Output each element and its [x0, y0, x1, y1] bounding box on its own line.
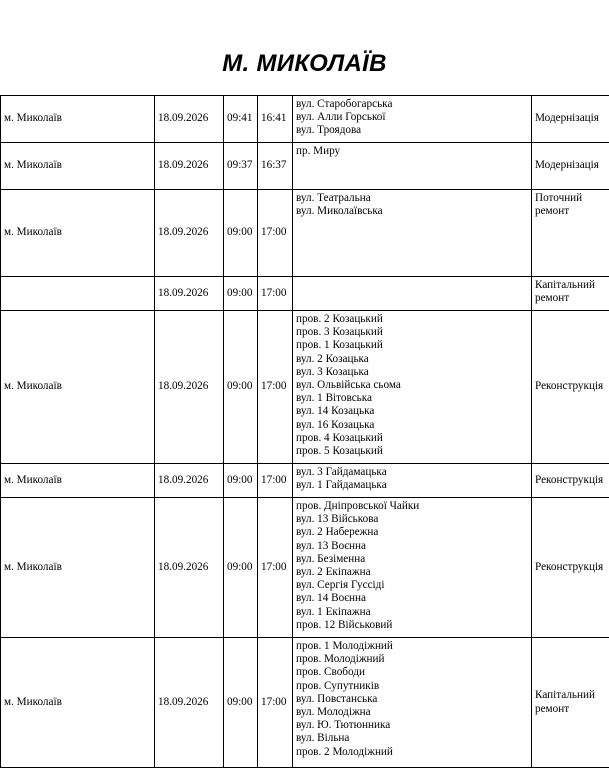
street-name: пров. 4 Козацький	[296, 432, 529, 445]
work-type-cell: Капітальний ремонт	[532, 638, 609, 768]
date-cell: 18.09.2026	[155, 96, 224, 143]
street-name: вул. 2 Набережна	[296, 526, 529, 539]
street-name: вул. 14 Козацька	[296, 405, 529, 418]
street-name: пров. 5 Козацький	[296, 445, 529, 458]
street-name: вул. 16 Козацька	[296, 419, 529, 432]
street-name: пров. 1 Молодіжний	[296, 640, 529, 653]
street-name: вул. Молодіжна	[296, 706, 529, 719]
city-cell: м. Миколаїв	[1, 96, 155, 143]
end-time-cell: 17:00	[258, 464, 293, 498]
street-name: вул. 2 Екіпажна	[296, 566, 529, 579]
start-time-cell: 09:00	[224, 190, 258, 277]
street-name: вул. 13 Воєнна	[296, 540, 529, 553]
streets-cell	[293, 464, 532, 498]
street-name: вул. 13 Військова	[296, 513, 529, 526]
work-type-cell: Модернізація	[532, 143, 609, 190]
city-cell: м. Миколаїв	[1, 190, 155, 277]
street-name: вул. 2 Козацька	[296, 353, 529, 366]
start-time-cell: 09:00	[224, 638, 258, 768]
city-cell: м. Миколаїв	[1, 311, 155, 464]
work-type-cell: Поточний ремонт	[532, 190, 609, 277]
date-cell: 18.09.2026	[155, 143, 224, 190]
street-name: пров. Супутників	[296, 680, 529, 693]
street-name: пров. 3 Козацький	[296, 326, 529, 339]
date-cell: 18.09.2026	[155, 498, 224, 638]
street-name: пров. 1 Козацький	[296, 339, 529, 352]
outage-table	[0, 95, 609, 768]
street-name: пров. Свободи	[296, 666, 529, 679]
street-name: вул. Вільна	[296, 732, 529, 745]
street-name: вул. Повстанська	[296, 693, 529, 706]
street-name: вул. 1 Вітовська	[296, 392, 529, 405]
street-name: пров. 12 Військовий	[296, 619, 529, 632]
start-time-cell: 09:00	[224, 498, 258, 638]
end-time-cell: 16:41	[258, 96, 293, 143]
table-row	[1, 96, 609, 143]
street-name: пров. 2 Молодіжний	[296, 746, 529, 759]
table-row	[1, 190, 609, 277]
work-type-cell: Реконструкція	[532, 464, 609, 498]
street-name: вул. 3 Козацька	[296, 366, 529, 379]
work-type-cell: Модернізація	[532, 96, 609, 143]
end-time-cell: 17:00	[258, 190, 293, 277]
city-cell: м. Миколаїв	[1, 143, 155, 190]
table-row	[1, 143, 609, 190]
start-time-cell: 09:00	[224, 464, 258, 498]
street-name: вул. Театральна	[296, 192, 529, 205]
date-cell: 18.09.2026	[155, 190, 224, 277]
page-title: М. МИКОЛАЇВ	[0, 50, 609, 78]
city-cell: м. Миколаїв	[1, 464, 155, 498]
end-time-cell: 17:00	[258, 638, 293, 768]
start-time-cell: 09:41	[224, 96, 258, 143]
table-row	[1, 498, 609, 638]
start-time-cell: 09:37	[224, 143, 258, 190]
street-name: вул. Безіменна	[296, 553, 529, 566]
street-name: вул. Миколаївська	[296, 205, 529, 218]
street-name: вул. Сергія Гуссіді	[296, 579, 529, 592]
work-type-cell: Капітальний ремонт	[532, 277, 609, 311]
street-name: вул. Старобогарська	[296, 98, 529, 111]
end-time-cell: 16:37	[258, 143, 293, 190]
street-name: вул. Ольвійська сьома	[296, 379, 529, 392]
street-name: вул. 1 Гайдамацька	[296, 479, 529, 492]
streets-cell	[293, 277, 532, 311]
street-name: вул. 14 Воєнна	[296, 592, 529, 605]
start-time-cell: 09:00	[224, 311, 258, 464]
streets-cell	[293, 190, 532, 277]
street-name: вул. Ю. Тютюнника	[296, 719, 529, 732]
streets-cell	[293, 498, 532, 638]
city-cell	[1, 277, 155, 311]
table-row	[1, 638, 609, 768]
city-cell: м. Миколаїв	[1, 498, 155, 638]
street-name: вул. 1 Екіпажна	[296, 606, 529, 619]
table-row	[1, 277, 609, 311]
start-time-cell: 09:00	[224, 277, 258, 311]
table-row	[1, 311, 609, 464]
street-name: вул. Троядова	[296, 124, 529, 137]
table-row	[1, 464, 609, 498]
end-time-cell: 17:00	[258, 498, 293, 638]
street-name: пр. Миру	[296, 145, 529, 158]
date-cell: 18.09.2026	[155, 464, 224, 498]
streets-cell	[293, 311, 532, 464]
streets-cell	[293, 96, 532, 143]
street-name: пров. 2 Козацький	[296, 313, 529, 326]
street-name: вул. Алли Горської	[296, 111, 529, 124]
street-name: вул. 3 Гайдамацька	[296, 466, 529, 479]
work-type-cell: Реконструкція	[532, 311, 609, 464]
city-cell: м. Миколаїв	[1, 638, 155, 768]
end-time-cell: 17:00	[258, 311, 293, 464]
street-name: пров. Молодіжний	[296, 653, 529, 666]
streets-cell	[293, 638, 532, 768]
end-time-cell: 17:00	[258, 277, 293, 311]
streets-cell	[293, 143, 532, 190]
street-name: пров. Дніпровської Чайки	[296, 500, 529, 513]
date-cell: 18.09.2026	[155, 638, 224, 768]
date-cell: 18.09.2026	[155, 277, 224, 311]
work-type-cell: Реконструкція	[532, 498, 609, 638]
date-cell: 18.09.2026	[155, 311, 224, 464]
